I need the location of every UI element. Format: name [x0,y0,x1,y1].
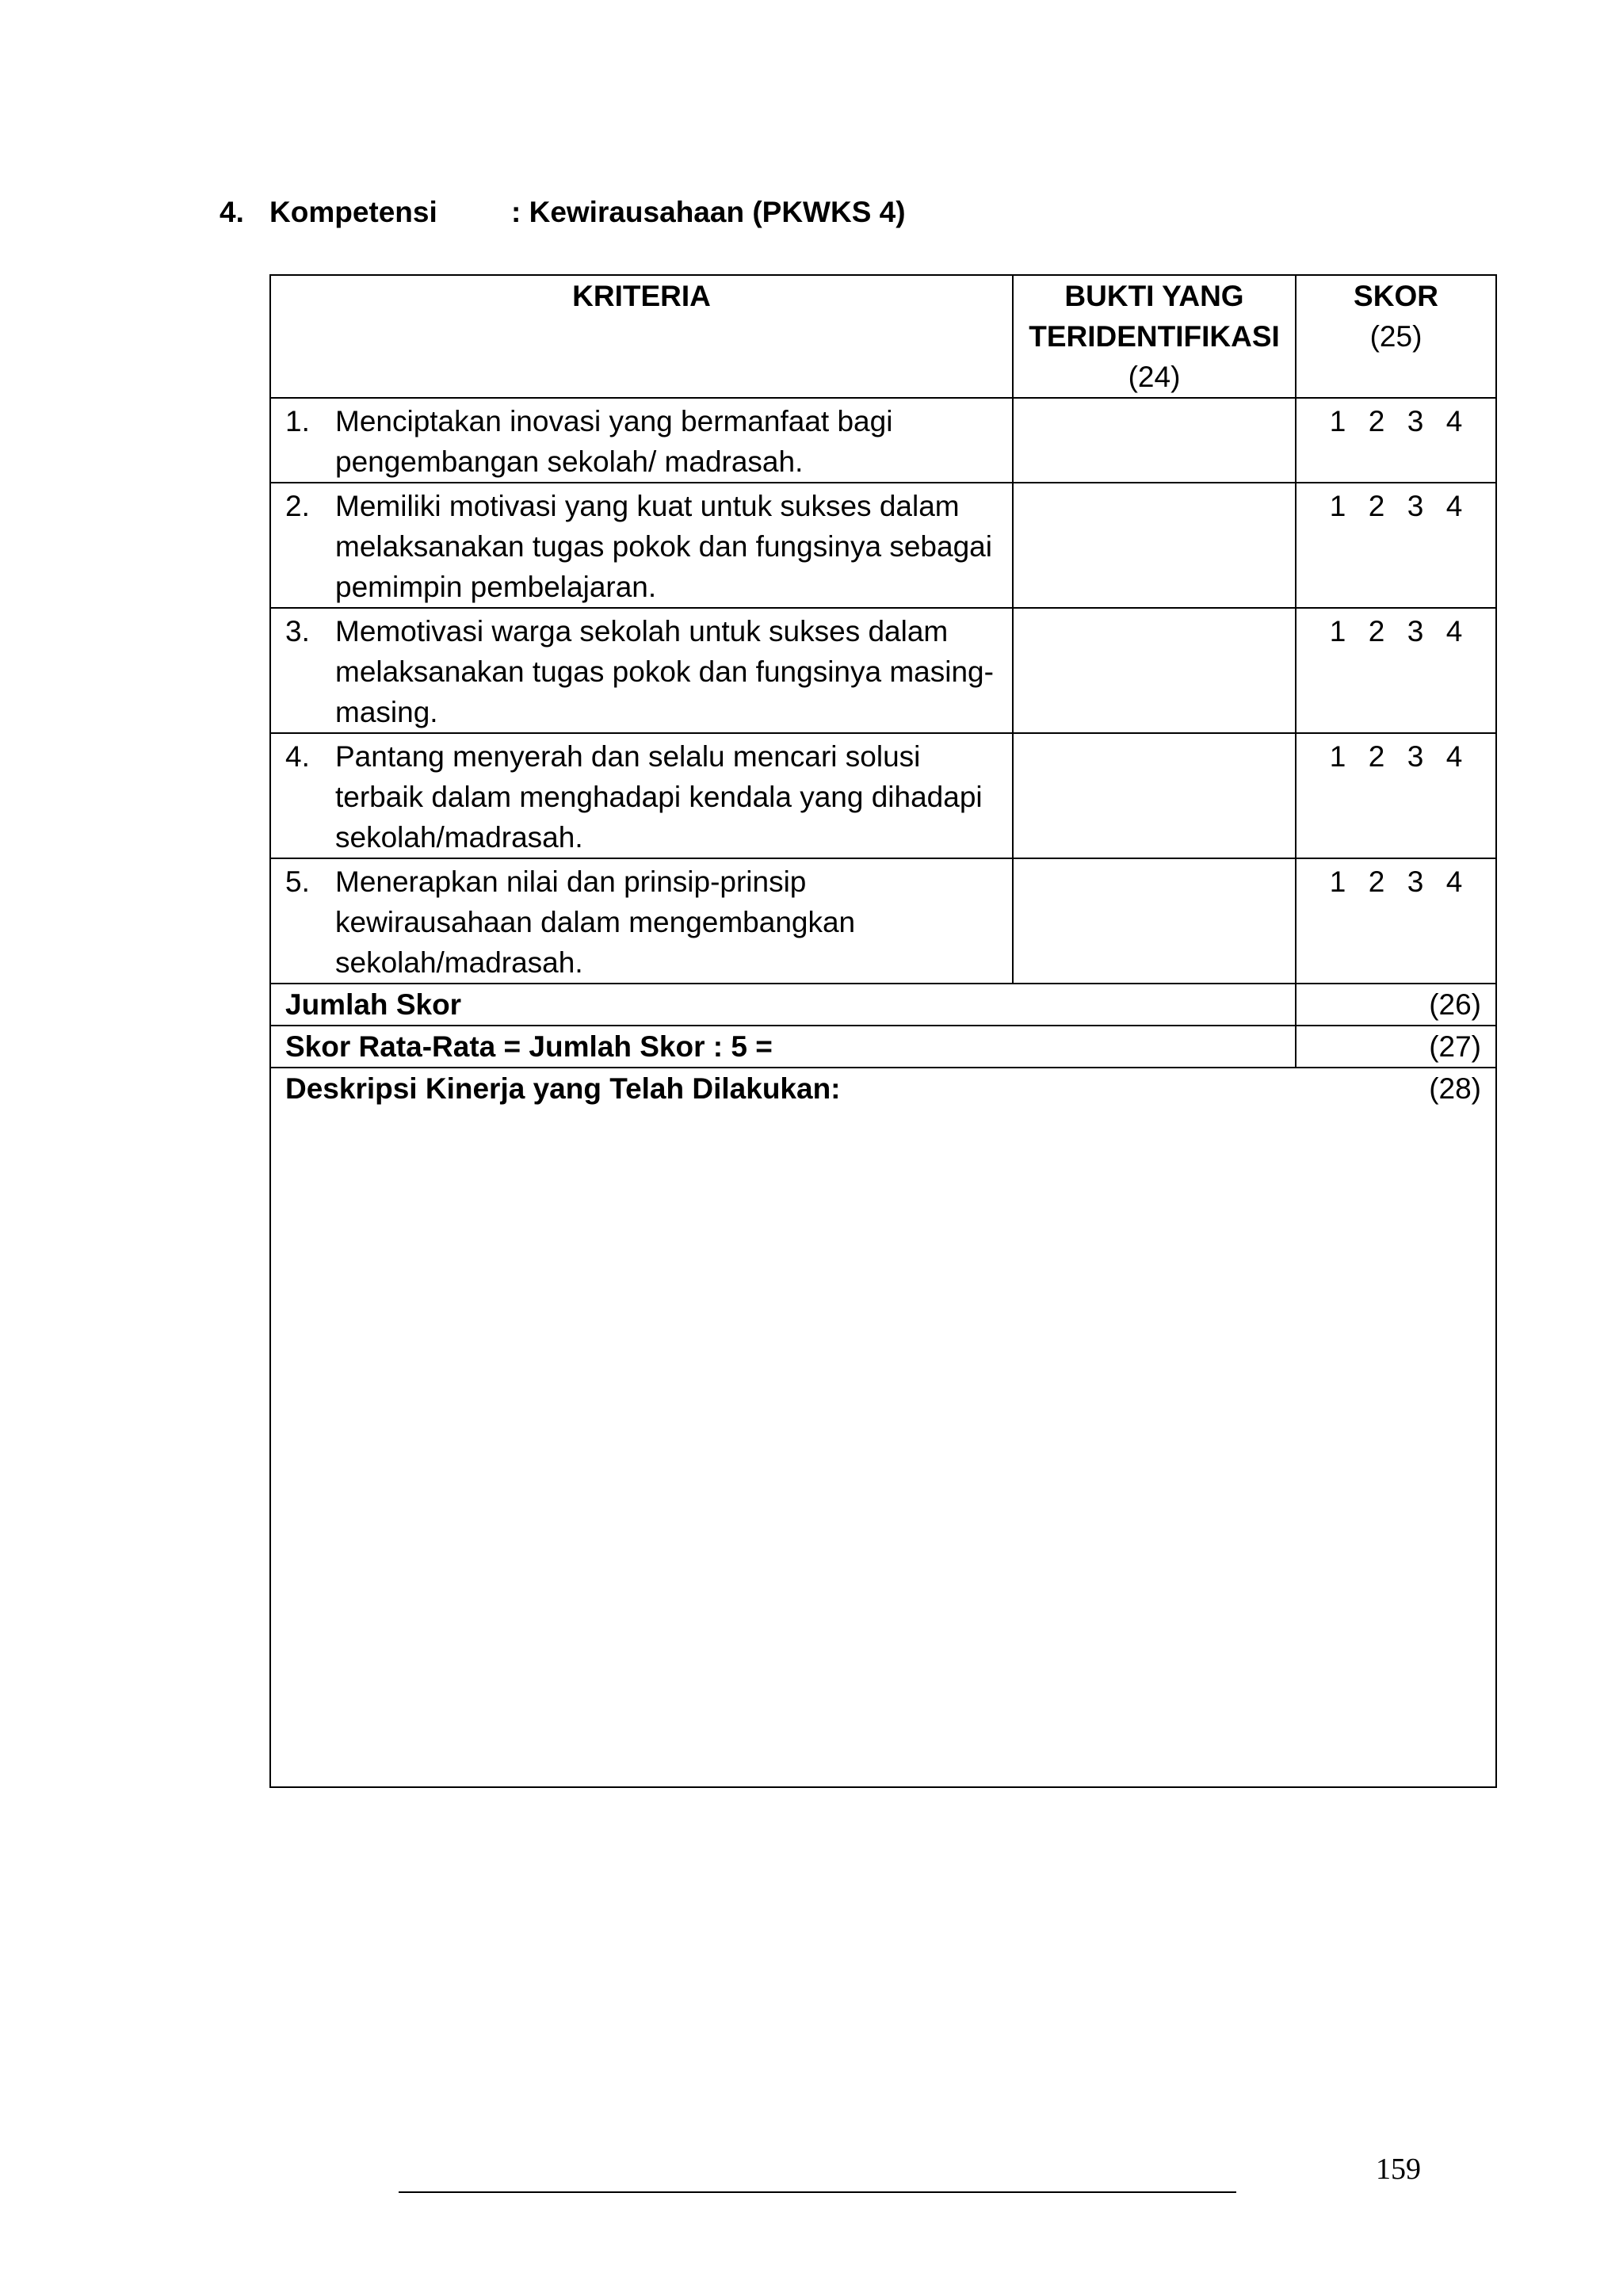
score-option[interactable]: 1 [1329,615,1346,648]
score-option[interactable]: 4 [1445,490,1463,522]
score-cell [1296,608,1496,733]
page-number: 159 [1376,2153,1421,2186]
score-option[interactable]: 1 [1329,405,1346,437]
deskripsi-row [270,1068,1496,1787]
score-option[interactable]: 4 [1445,865,1463,898]
table-row [270,398,1496,483]
skor-rata-row [270,1026,1496,1068]
evidence-cell[interactable] [1013,733,1296,858]
table-row [270,733,1496,858]
header-bukti-ref: (24) [1128,361,1181,393]
score-option[interactable]: 2 [1368,740,1385,773]
score-option[interactable]: 3 [1407,490,1424,522]
score-option[interactable]: 2 [1368,865,1385,898]
score-option[interactable]: 4 [1445,615,1463,648]
criteria-cell [270,608,1013,733]
header-skor-label: SKOR [1354,280,1438,312]
evidence-cell[interactable] [1013,858,1296,984]
criteria-cell [270,483,1013,608]
header-bukti-line2: TERIDENTIFIKASI [1029,320,1280,353]
jumlah-skor-field[interactable]: (26) [1296,984,1496,1026]
criteria-text: Menciptakan inovasi yang bermanfaat bagi pengembangan sekolah/ madrasah. [335,405,893,478]
criteria-cell [270,733,1013,858]
deskripsi-field[interactable] [270,1068,1496,1787]
score-cell [1296,483,1496,608]
assessment-table [269,274,1497,1788]
criteria-number: 1. [285,405,310,437]
evidence-cell[interactable] [1013,483,1296,608]
score-option[interactable]: 4 [1445,405,1463,437]
score-option[interactable]: 3 [1407,405,1424,437]
table-row [270,858,1496,984]
header-skor-ref: (25) [1369,320,1423,353]
header-bukti-line1: BUKTI YANG [1064,280,1244,312]
deskripsi-ref: (28) [1429,1072,1481,1105]
score-cell [1296,733,1496,858]
score-option[interactable]: 3 [1407,615,1424,648]
jumlah-skor-row [270,984,1496,1026]
score-option[interactable]: 2 [1368,615,1385,648]
criteria-cell [270,858,1013,984]
criteria-number: 2. [285,490,310,522]
evidence-cell[interactable] [1013,398,1296,483]
score-option[interactable]: 2 [1368,490,1385,522]
score-option[interactable]: 1 [1329,740,1346,773]
criteria-cell [270,398,1013,483]
criteria-number: 5. [285,865,310,898]
criteria-number: 4. [285,740,310,773]
score-option[interactable]: 1 [1329,865,1346,898]
header-kriteria: KRITERIA [270,275,1013,398]
table-header-row [270,275,1496,398]
score-option[interactable]: 2 [1368,405,1385,437]
deskripsi-label: Deskripsi Kinerja yang Telah Dilakukan: [285,1072,841,1105]
skor-rata-field[interactable]: (27) [1296,1026,1496,1068]
score-cell [1296,398,1496,483]
criteria-text: Memotivasi warga sekolah untuk sukses dalam melaksanakan tugas pokok dan fungsinya masing-masing. [335,615,994,728]
skor-rata-label: Skor Rata-Rata = Jumlah Skor : 5 = [270,1026,1296,1068]
section-value: : Kewirausahaan (PKWKS 4) [511,196,906,228]
jumlah-skor-label: Jumlah Skor [270,984,1296,1026]
criteria-number: 3. [285,615,310,648]
score-option[interactable]: 3 [1407,865,1424,898]
evidence-cell[interactable] [1013,608,1296,733]
header-skor [1296,275,1496,398]
section-number: 4. [220,196,244,228]
score-option[interactable]: 1 [1329,490,1346,522]
score-option[interactable]: 3 [1407,740,1424,773]
table-row [270,483,1496,608]
section-label: Kompetensi [269,196,437,228]
header-bukti [1013,275,1296,398]
criteria-text: Memiliki motivasi yang kuat untuk sukses dalam melaksanakan tugas pokok dan fungsinya sebagai pemimpin pembelajaran. [335,490,992,603]
score-cell [1296,858,1496,984]
criteria-text: Pantang menyerah dan selalu mencari solusi terbaik dalam menghadapi kendala yang dihadapi sekolah/madrasah. [335,740,983,854]
footer-divider [399,2191,1236,2193]
score-option[interactable]: 4 [1445,740,1463,773]
criteria-text: Menerapkan nilai dan prinsip-prinsip kewirausahaan dalam mengembangkan sekolah/madrasah. [335,865,856,979]
table-row [270,608,1496,733]
